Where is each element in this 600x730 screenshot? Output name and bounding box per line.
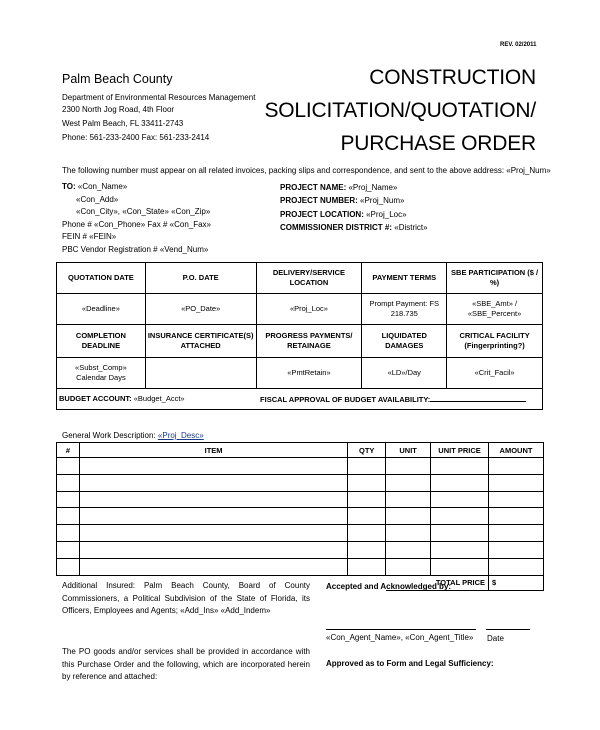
commissioner-district-value: «District» [394, 223, 428, 233]
con-fein: FEIN # «FEIN» [62, 232, 117, 242]
liquidated-damages-value: «LD»/Day [362, 358, 447, 389]
project-name-value: «Proj_Name» [348, 183, 398, 192]
delivery-location-header: DELIVERY/SERVICE LOCATION [256, 263, 362, 294]
sbe-participation-value: «SBE_Amt» / «SBE_Percent» [447, 294, 543, 325]
table-row [57, 541, 544, 558]
table-row [57, 458, 544, 475]
budget-account-cell [57, 389, 257, 410]
insurance-certificate-header: INSURANCE CERTIFICATE(S) ATTACHED [145, 325, 256, 358]
table-row [57, 508, 544, 525]
budget-account-value: «Budget_Acct» [133, 394, 185, 403]
title-line-2: SOLICITATION/QUOTATION/ [264, 99, 536, 122]
liquidated-damages-header: LIQUIDATED DAMAGES [362, 325, 447, 358]
project-location-value: «Proj_Loc» [366, 209, 407, 219]
completion-deadline-header: COMPLETION DEADLINE [57, 325, 146, 358]
fiscal-approval-cell [256, 389, 542, 410]
table-row [57, 558, 544, 575]
terms-table [56, 262, 543, 410]
table-row [57, 491, 544, 508]
accepted-label: Accepted and Acknowledged by: [326, 582, 452, 591]
items-header-unit: UNIT [386, 443, 431, 458]
delivery-location-value: «Proj_Loc» [256, 294, 362, 325]
org-address: 2300 North Jog Road, 4th Floor [62, 105, 175, 114]
con-add: «Con_Add» [76, 194, 119, 204]
org-name: Palm Beach County [62, 72, 173, 86]
con-city: «Con_City», «Con_State» «Con_Zip» [76, 207, 211, 217]
critical-facility-header: CRITICAL FACILITY (Fingerprinting?) [447, 325, 543, 358]
project-block [280, 181, 428, 235]
payment-terms-value: Prompt Payment: FS 218.735 [362, 294, 447, 325]
org-phone: Phone: 561-233-2400 Fax: 561-233-2414 [62, 133, 210, 142]
critical-facility-value: «Crit_Facil» [447, 358, 543, 389]
progress-payments-value: «PmtRetain» [256, 358, 362, 389]
quotation-date-value: «Deadline» [57, 294, 146, 325]
fiscal-approval-label: FISCAL APPROVAL OF BUDGET AVAILABILITY: [260, 395, 431, 404]
title-line-3: PURCHASE ORDER [340, 132, 536, 155]
con-vendor: PBC Vendor Registration # «Vend_Num» [62, 244, 209, 254]
org-department: Department of Environmental Resources Management [62, 93, 256, 102]
items-header-unit-price: UNIT PRICE [431, 443, 489, 458]
items-header-number: # [57, 443, 80, 458]
date-line [486, 629, 530, 630]
gwd-label: General Work Description: [62, 431, 156, 440]
po-date-value: «PO_Date» [145, 294, 256, 325]
commissioner-district-label: COMMISSIONER DISTRICT #: [280, 223, 393, 233]
items-table [56, 442, 544, 591]
table-row [57, 474, 544, 491]
to-block [62, 181, 211, 257]
project-number-value: «Proj_Num» [360, 196, 405, 206]
to-label: TO: [62, 182, 76, 191]
budget-account-label: BUDGET ACCOUNT: [59, 394, 132, 403]
progress-payments-header: PROGRESS PAYMENTS/ RETAINAGE [256, 325, 362, 358]
notice-text: The following number must appear on all related invoices, packing slips and correspondence, and sent to the above address: «Proj_Num» [62, 166, 551, 175]
insurance-certificate-value [145, 358, 256, 389]
items-header-amount: AMOUNT [489, 443, 544, 458]
total-price-value: $ [489, 575, 544, 590]
approved-label: Approved as to Form and Legal Sufficiency: [326, 659, 494, 668]
general-work-description [62, 431, 204, 440]
con-phone: Phone # «Con_Phone» Fax # «Con_Fax» [62, 219, 211, 229]
agent-name: «Con_Agent_Name», «Con_Agent_Title» [326, 633, 474, 642]
signature-line [326, 629, 476, 630]
project-location-label: PROJECT LOCATION: [280, 209, 364, 219]
project-number-label: PROJECT NUMBER: [280, 196, 358, 206]
sbe-participation-header: SBE PARTICIPATION ($ / %) [447, 263, 543, 294]
po-date-header: P.O. DATE [145, 263, 256, 294]
payment-terms-header: PAYMENT TERMS [362, 263, 447, 294]
revision-label: REV. 02/2011 [500, 42, 537, 48]
project-name-label: PROJECT NAME: [280, 183, 347, 192]
gwd-value: «Proj_Desc» [157, 431, 204, 440]
items-header-qty: QTY [348, 443, 386, 458]
signature-date-label: Date [487, 634, 504, 643]
quotation-date-header: QUOTATION DATE [57, 263, 146, 294]
items-header-item: ITEM [79, 443, 347, 458]
total-price-label: TOTAL PRICE [386, 575, 489, 590]
title-line-1: CONSTRUCTION [369, 66, 536, 89]
additional-insured-text: Additional Insured: Palm Beach County, Board of County Commissioners, a Political Subdivision of the State of Florida, its Officers, Employees and Agents; «Add_Ins» «Add_Indem» [62, 581, 310, 616]
po-terms-text: The PO goods and/or services shall be provided in accordance with this Purchase Order and the following, which are incorporated herein by reference and attached: [62, 647, 310, 682]
completion-deadline-value: «Subst_Comp» Calendar Days [57, 358, 146, 389]
con-name: «Con_Name» [77, 182, 128, 191]
fiscal-approval-line [430, 393, 526, 402]
table-row [57, 525, 544, 542]
org-city: West Palm Beach, FL 33411-2743 [62, 119, 184, 128]
